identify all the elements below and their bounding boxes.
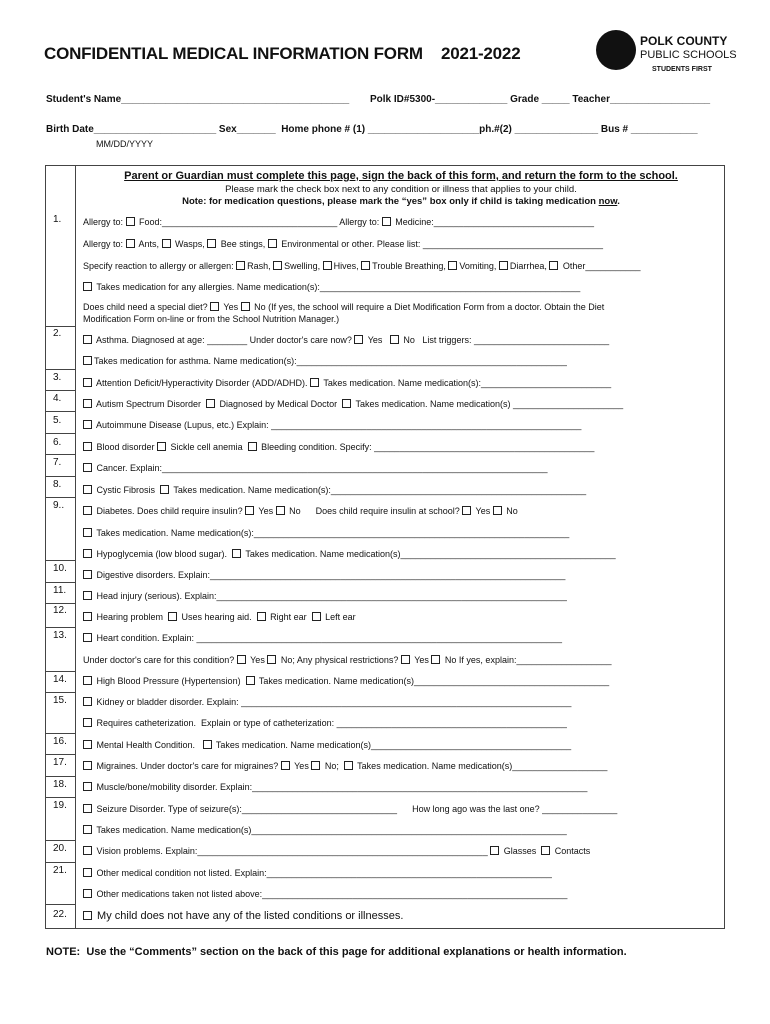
checkbox[interactable] (541, 846, 550, 855)
checkbox[interactable] (323, 261, 332, 270)
checkbox[interactable] (246, 676, 255, 685)
checkbox[interactable] (382, 217, 391, 226)
checkbox[interactable] (160, 485, 169, 494)
checkbox[interactable] (237, 655, 246, 664)
form-row-13[interactable]: Cancer. Explain:_____________________________________________________________________________ (83, 462, 547, 474)
student-name-field[interactable]: Student's Name_________________________________________ (46, 94, 350, 105)
checkbox[interactable] (549, 261, 558, 270)
logo-line-1: POLK COUNTY (640, 34, 728, 48)
checkbox[interactable] (83, 911, 92, 920)
checkbox[interactable] (83, 761, 92, 770)
checkbox[interactable] (83, 335, 92, 344)
checkbox[interactable] (83, 485, 92, 494)
form-row-1[interactable]: Allergy to: Food:___________________________________ Allergy to: Medicine:________________________________ (83, 217, 594, 227)
checkbox[interactable] (83, 463, 92, 472)
form-row-27[interactable]: Migraines. Under doctor's care for migraines? Yes No; Takes medication. Name medication(s)___________________ (83, 760, 607, 772)
form-row-21[interactable]: Heart condition. Explain: _________________________________________________________________________ (83, 632, 562, 644)
item-number: 6. (53, 437, 62, 448)
checkbox[interactable] (83, 718, 92, 727)
checkbox[interactable] (83, 782, 92, 791)
checkbox[interactable] (83, 399, 92, 408)
checkbox[interactable] (493, 506, 502, 515)
form-row-22[interactable]: Under doctor's care for this condition? Yes No; Any physical restrictions? Yes No If yes, explain:___________________ (83, 655, 612, 665)
item-number: 22. (53, 909, 67, 920)
item-number: 11. (53, 585, 67, 596)
form-row-11[interactable]: Autoimmune Disease (Lupus, etc.) Explain: ______________________________________________________________ (83, 419, 581, 431)
form-row-12[interactable]: Blood disorder Sickle cell anemia Bleeding condition. Specify: ____________________________________________ (83, 441, 594, 453)
checkbox[interactable] (83, 697, 92, 706)
checkbox[interactable] (462, 506, 471, 515)
form-row-4[interactable]: Takes medication for any allergies. Name medication(s):____________________________________________________ (83, 281, 580, 293)
intro-checkbox-note: Please mark the check box next to any condition or illness that applies to your child. (225, 184, 577, 195)
checkbox[interactable] (312, 612, 321, 621)
checkbox[interactable] (267, 655, 276, 664)
checkbox[interactable] (268, 239, 277, 248)
checkbox[interactable] (83, 420, 92, 429)
form-row-3[interactable]: Specify reaction to allergy or allergen: Rash, Swelling, Hives, Trouble Breathing, Vomiting, Diarrhea, Other___________ (83, 261, 641, 271)
checkbox[interactable] (126, 217, 135, 226)
form-title: CONFIDENTIAL MEDICAL INFORMATION FORM 2021-2022 (44, 44, 521, 63)
item-number: 3. (53, 372, 62, 383)
checkbox[interactable] (401, 655, 410, 664)
checkbox[interactable] (248, 442, 257, 451)
checkbox[interactable] (257, 612, 266, 621)
item-number: 12. (53, 605, 67, 616)
item-number: 4. (53, 393, 62, 404)
intro-medication-note: Note: for medication questions, please mark the “yes” box only if child is taking medication now. (182, 196, 620, 207)
checkbox[interactable] (236, 261, 245, 270)
logo-line-3: STUDENTS FIRST (652, 66, 712, 73)
form-row-14[interactable]: Cystic Fibrosis Takes medication. Name medication(s):___________________________________________________ (83, 484, 586, 496)
checkbox[interactable] (83, 282, 92, 291)
checkbox[interactable] (83, 868, 92, 877)
form-row-10[interactable]: Autism Spectrum Disorder Diagnosed by Medical Doctor Takes medication. Name medication(s) ______________________ (83, 398, 623, 410)
form-row-30[interactable]: Takes medication. Name medication(s)_______________________________________________________________ (83, 824, 567, 836)
item-number: 7. (53, 457, 62, 468)
form-row-31[interactable]: Vision problems. Explain:__________________________________________________________ Glasses Contacts (83, 845, 590, 857)
checkbox[interactable] (83, 633, 92, 642)
item-number: 17. (53, 757, 67, 768)
form-row-26[interactable]: Mental Health Condition. Takes medication. Name medication(s)________________________________________ (83, 739, 571, 751)
intro-instruction: Parent or Guardian must complete this page, sign the back of this form, and return the form to the school. (124, 170, 678, 182)
checkbox[interactable] (83, 378, 92, 387)
item-number: 14. (53, 674, 67, 685)
form-row-17[interactable]: Hypoglycemia (low blood sugar). Takes medication. Name medication(s)___________________________________________ (83, 548, 616, 560)
checkbox[interactable] (431, 655, 440, 664)
checkbox[interactable] (83, 442, 92, 451)
logo-emblem-icon (596, 30, 636, 70)
item-number: 2. (53, 328, 62, 339)
medical-conditions-table (45, 165, 725, 929)
checkbox[interactable] (361, 261, 370, 270)
logo-line-2: PUBLIC SCHOOLS (640, 49, 737, 61)
checkbox[interactable] (390, 335, 399, 344)
form-row-23[interactable]: High Blood Pressure (Hypertension) Takes medication. Name medication(s)_______________________________________ (83, 675, 609, 687)
form-row-6[interactable]: Modification Form on-line or from the School Nutrition Manager.) (83, 314, 340, 324)
form-row-32[interactable]: Other medical condition not listed. Explain:_________________________________________________________ (83, 867, 552, 879)
checkbox[interactable] (276, 506, 285, 515)
checkbox[interactable] (342, 399, 351, 408)
checkbox[interactable] (207, 239, 216, 248)
checkbox[interactable] (206, 399, 215, 408)
form-row-20[interactable]: Hearing problem Uses hearing aid. Right ear Left ear (83, 611, 356, 623)
checkbox[interactable] (83, 570, 92, 579)
item-number: 13. (53, 630, 67, 641)
checkbox[interactable] (83, 612, 92, 621)
form-row-28[interactable]: Muscle/bone/mobility disorder. Explain:___________________________________________________________________ (83, 781, 587, 793)
checkbox[interactable] (281, 761, 290, 770)
form-row-7[interactable]: Asthma. Diagnosed at age: ________ Under doctor's care now? Yes No List triggers: ___________________________ (83, 334, 609, 346)
checkbox[interactable] (83, 676, 92, 685)
birth-phone-bus-field[interactable]: Birth Date______________________ Sex_______ Home phone # (1) ____________________ph.#(2) _______________ Bus # ____________ (46, 124, 698, 135)
form-row-18[interactable]: Digestive disorders. Explain:_______________________________________________________________________ (83, 569, 565, 581)
item-number: 21. (53, 865, 67, 876)
checkbox[interactable] (83, 740, 92, 749)
checkbox[interactable] (83, 846, 92, 855)
form-row-33[interactable]: Other medications taken not listed above:_____________________________________________________________ (83, 888, 567, 900)
checkbox[interactable] (499, 261, 508, 270)
checkbox[interactable] (203, 740, 212, 749)
checkbox[interactable] (126, 239, 135, 248)
checkbox[interactable] (157, 442, 166, 451)
checkbox[interactable] (83, 591, 92, 600)
form-row-34[interactable]: My child does not have any of the listed conditions or illnesses. (83, 910, 403, 922)
checkbox[interactable] (273, 261, 282, 270)
form-row-16[interactable]: Takes medication. Name medication(s):_______________________________________________________________ (83, 527, 569, 539)
item-number: 15. (53, 695, 67, 706)
footer-note: NOTE: Use the “Comments” section on the back of this page for additional explanations or health information. (46, 946, 627, 958)
checkbox[interactable] (490, 846, 499, 855)
checkbox[interactable] (354, 335, 363, 344)
item-number: 16. (53, 736, 67, 747)
checkbox[interactable] (210, 302, 219, 311)
checkbox[interactable] (448, 261, 457, 270)
checkbox[interactable] (83, 506, 92, 515)
checkbox[interactable] (245, 506, 254, 515)
checkbox[interactable] (83, 356, 92, 365)
item-number: 20. (53, 843, 67, 854)
checkbox[interactable] (168, 612, 177, 621)
id-grade-teacher-field[interactable]: Polk ID#5300-_____________ Grade _____ Teacher__________________ (370, 94, 711, 105)
checkbox[interactable] (83, 549, 92, 558)
form-row-19[interactable]: Head injury (serious). Explain:______________________________________________________________________ (83, 590, 567, 602)
form-row-15[interactable]: Diabetes. Does child require insulin? Yes No Does child require insulin at school? Yes No (83, 505, 518, 517)
checkbox[interactable] (310, 378, 319, 387)
item-number: 18. (53, 779, 67, 790)
form-row-29[interactable]: Seizure Disorder. Type of seizure(s):_______________________________ How long ago was the last one? _______________ (83, 803, 617, 815)
item-number: 8. (53, 479, 62, 490)
form-row-24[interactable]: Kidney or bladder disorder. Explain: __________________________________________________________________ (83, 696, 571, 708)
checkbox[interactable] (344, 761, 353, 770)
checkbox[interactable] (311, 761, 320, 770)
form-row-8[interactable]: Takes medication for asthma. Name medication(s):______________________________________________________ (83, 355, 567, 367)
date-format-hint: MM/DD/YYYY (96, 139, 154, 149)
checkbox[interactable] (83, 825, 92, 834)
item-number: 9.. (53, 500, 65, 511)
checkbox[interactable] (241, 302, 250, 311)
item-number: 5. (53, 415, 62, 426)
item-number: 10. (53, 563, 67, 574)
checkbox[interactable] (232, 549, 241, 558)
checkbox[interactable] (83, 804, 92, 813)
form-row-9[interactable]: Attention Deficit/Hyperactivity Disorder (ADD/ADHD). Takes medication. Name medication(s):__________________________ (83, 377, 611, 389)
item-number: 19. (53, 800, 67, 811)
form-row-5[interactable]: Does child need a special diet? Yes No (If yes, the school will require a Diet Modification Form from a doctor. Obtain the Diet (83, 302, 605, 312)
polk-county-logo (592, 28, 752, 88)
checkbox[interactable] (162, 239, 171, 248)
form-row-2[interactable]: Allergy to: Ants, Wasps, Bee stings, Environmental or other. Please list: ____________________________________ (83, 239, 604, 249)
checkbox[interactable] (83, 528, 92, 537)
checkbox[interactable] (83, 889, 92, 898)
form-row-25[interactable]: Requires catheterization. Explain or type of catheterization: ______________________________________________ (83, 717, 567, 729)
item-number: 1. (53, 214, 62, 225)
